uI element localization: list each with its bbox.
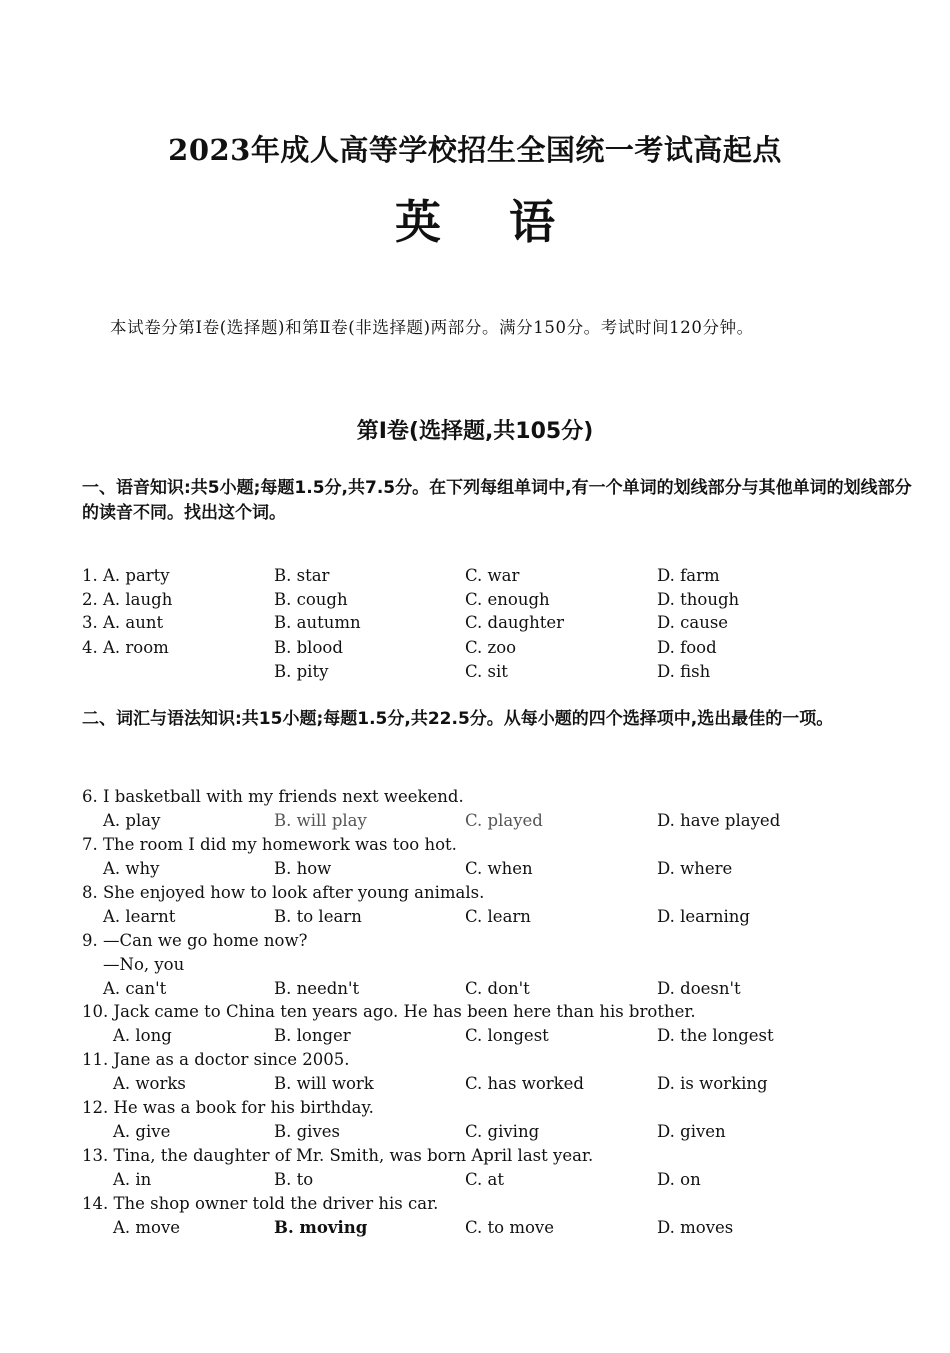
- option: C. learn: [465, 907, 531, 926]
- subject-title: [0, 186, 950, 252]
- phonetics-row: [82, 613, 922, 637]
- question-stem: [82, 787, 922, 811]
- part-heading: 第Ⅰ卷(选择题,共105分): [356, 419, 594, 444]
- option: 3. A. aunt: [82, 613, 164, 632]
- option: A. play: [103, 811, 161, 830]
- question-stem: [82, 931, 922, 955]
- option: A. learnt: [103, 907, 176, 926]
- option: C. at: [465, 1170, 504, 1189]
- option: C. sit: [465, 662, 508, 681]
- option: B. needn't: [274, 979, 360, 998]
- option: 1. A. party: [82, 566, 170, 585]
- option: B. cough: [274, 590, 348, 609]
- question-stem: [82, 883, 922, 907]
- option: C. to move: [465, 1218, 555, 1237]
- option: 2. A. laugh: [82, 590, 173, 609]
- option: D. doesn't: [657, 979, 741, 998]
- option: A. long: [113, 1026, 172, 1045]
- stem-text: 6. I basketball with my friends next weekend.: [82, 787, 464, 806]
- option: C. war: [465, 566, 520, 585]
- stem-text: 11. Jane as a doctor since 2005.: [82, 1050, 350, 1069]
- stem-text: 7. The room I did my homework was too hot.: [82, 835, 457, 854]
- stem-text: 9. —Can we go home now?: [82, 931, 308, 950]
- section1-instruction: 一、语音知识:共5小题;每题1.5分,共7.5分。在下列每组单词中,有一个单词的划线部分与其他单词的划线部分的读音不同。找出这个词。: [82, 478, 912, 523]
- question-options: [82, 979, 922, 1003]
- option: A. give: [113, 1122, 171, 1141]
- option: C. zoo: [465, 638, 517, 657]
- option: B. longer: [274, 1026, 351, 1045]
- option: B. to: [274, 1170, 314, 1189]
- option: A. move: [113, 1218, 181, 1237]
- question-stem: [82, 1050, 922, 1074]
- phonetics-row: [82, 638, 922, 662]
- stem-text: 14. The shop owner told the driver his car.: [82, 1194, 439, 1213]
- phonetics-row: [82, 662, 922, 686]
- question-stem: [82, 1194, 922, 1218]
- question-stem-line2: [82, 955, 922, 979]
- section2-instruction: 二、词汇与语法知识:共15小题;每题1.5分,共22.5分。从每小题的四个选择项中,选出最佳的一项。: [82, 709, 834, 729]
- question-stem: [82, 1146, 922, 1170]
- option: D. is working: [657, 1074, 768, 1093]
- stem-text: 12. He was a book for his birthday.: [82, 1098, 374, 1117]
- question-options: [82, 1074, 922, 1098]
- option: D. food: [657, 638, 717, 657]
- question-stem: [82, 835, 922, 859]
- subject-char: 英: [395, 195, 441, 249]
- question-stem: [82, 1002, 922, 1026]
- option: A. in: [113, 1170, 152, 1189]
- option: D. fish: [657, 662, 711, 681]
- stem-text: —No, you: [103, 955, 185, 974]
- option: C. when: [465, 859, 533, 878]
- stem-text: 13. Tina, the daughter of Mr. Smith, was born April last year.: [82, 1146, 594, 1165]
- option: D. farm: [657, 566, 720, 585]
- question-options: [82, 1122, 922, 1146]
- option: D. cause: [657, 613, 729, 632]
- option: B. moving: [274, 1218, 368, 1237]
- question-options: [82, 811, 922, 835]
- question-options: [82, 1218, 922, 1242]
- question-options: [82, 907, 922, 931]
- option: B. autumn: [274, 613, 361, 632]
- question-options: [82, 1026, 922, 1050]
- option: B. will work: [274, 1074, 374, 1093]
- option: D. where: [657, 859, 733, 878]
- option: B. star: [274, 566, 330, 585]
- stem-text: 10. Jack came to China ten years ago. He has been here than his brother.: [82, 1002, 696, 1021]
- question-options: [82, 859, 922, 883]
- option: B. blood: [274, 638, 343, 657]
- option: A. works: [113, 1074, 186, 1093]
- option: B. to learn: [274, 907, 362, 926]
- option: D. moves: [657, 1218, 734, 1237]
- option: A. why: [103, 859, 160, 878]
- stem-text: 8. She enjoyed how to look after young animals.: [82, 883, 485, 902]
- subject-char: 语: [509, 195, 555, 249]
- option: 4. A. room: [82, 638, 169, 657]
- option: B. how: [274, 859, 332, 878]
- option: C. giving: [465, 1122, 540, 1141]
- option: C. played: [465, 811, 543, 830]
- option: B. will play: [274, 811, 367, 830]
- option: D. given: [657, 1122, 726, 1141]
- question-options: [82, 1170, 922, 1194]
- option: D. on: [657, 1170, 701, 1189]
- option: C. enough: [465, 590, 550, 609]
- exam-intro: 本试卷分第Ⅰ卷(选择题)和第Ⅱ卷(非选择题)两部分。满分150分。考试时间120分钟。: [110, 318, 754, 337]
- option: C. longest: [465, 1026, 549, 1045]
- option: C. daughter: [465, 613, 565, 632]
- option: C. has worked: [465, 1074, 584, 1093]
- option: D. the longest: [657, 1026, 774, 1045]
- exam-title: 2023年成人高等学校招生全国统一考试高起点: [168, 133, 782, 167]
- option: B. gives: [274, 1122, 341, 1141]
- option: C. don't: [465, 979, 530, 998]
- option: D. though: [657, 590, 740, 609]
- option: A. can't: [103, 979, 167, 998]
- option: B. pity: [274, 662, 329, 681]
- phonetics-row: [82, 590, 922, 614]
- phonetics-row: [82, 566, 922, 590]
- option: D. have played: [657, 811, 781, 830]
- option: D. learning: [657, 907, 750, 926]
- question-stem: [82, 1098, 922, 1122]
